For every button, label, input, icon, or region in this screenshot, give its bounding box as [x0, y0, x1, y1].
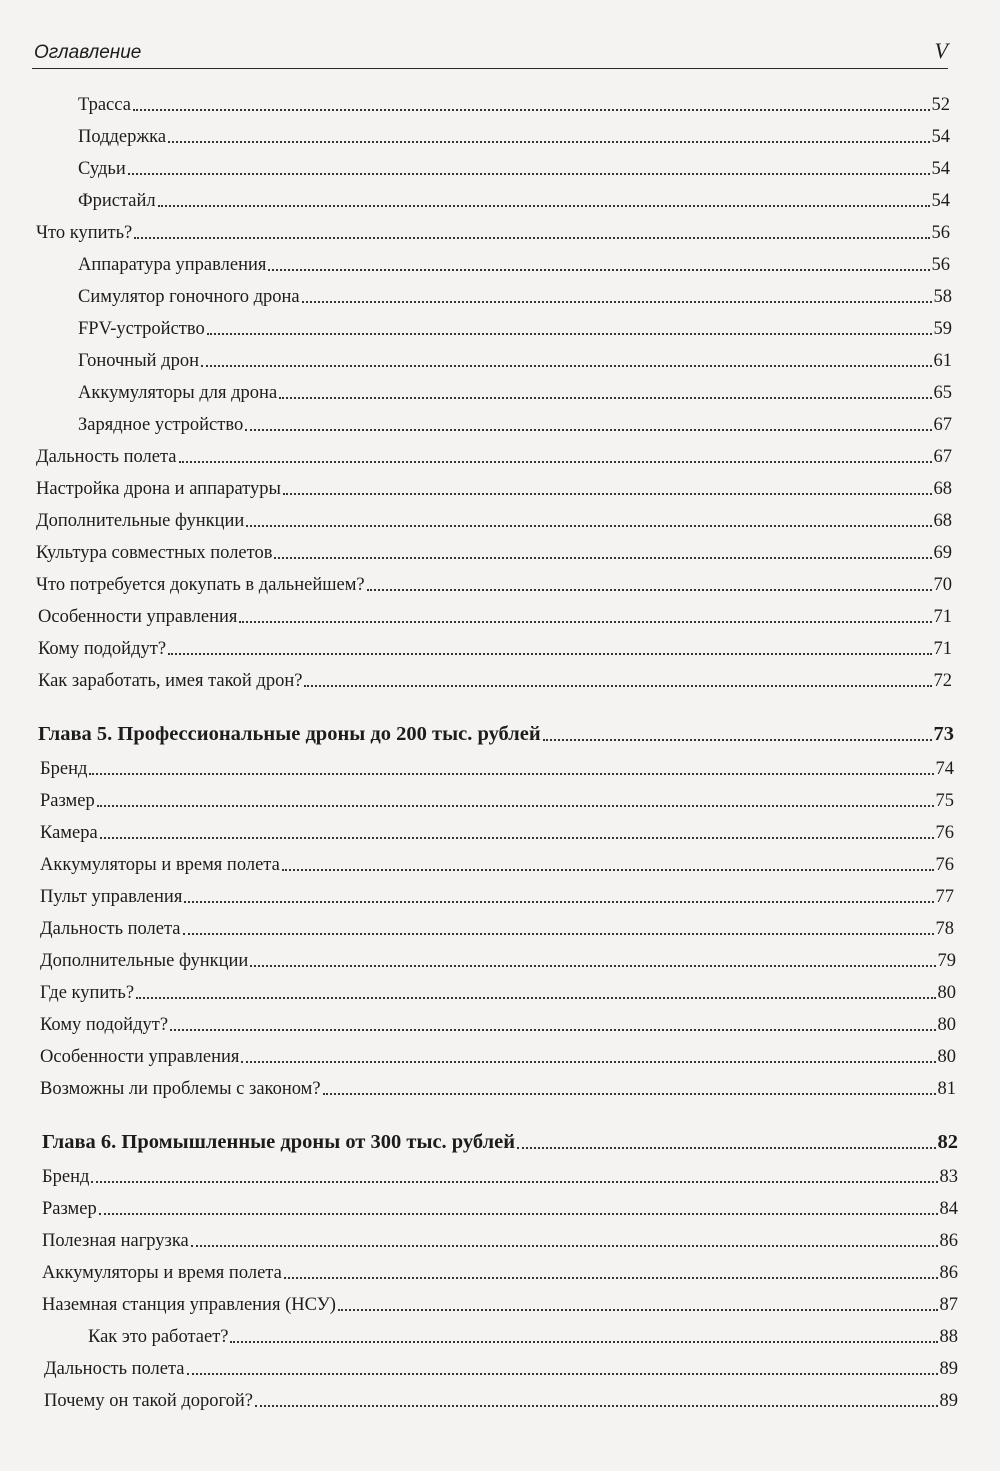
toc-entry-title: Бренд: [42, 1167, 90, 1187]
toc-entry-title: Возможны ли проблемы с законом?: [40, 1079, 321, 1099]
toc-entry-title: Кому подойдут?: [40, 1015, 169, 1035]
dot-leader: [128, 173, 930, 175]
toc-entry-title: Полезная нагрузка: [42, 1231, 189, 1251]
toc-entry-title: Бренд: [40, 759, 88, 779]
toc-entry-title: Фристайл: [78, 191, 156, 211]
toc-entry-page: 86: [939, 1263, 958, 1283]
dot-leader: [283, 493, 932, 495]
toc-entry-title: Дальность полета: [36, 447, 177, 467]
toc-entry-page: 79: [937, 951, 956, 971]
toc-entry-title: Пульт управления: [40, 887, 183, 907]
toc-entry-title: Как это работает?: [88, 1327, 229, 1347]
toc-entry-title: Что потребуется докупать в дальнейшем?: [36, 575, 365, 595]
dot-leader: [367, 589, 932, 591]
section-title: Оглавление: [34, 42, 142, 63]
toc-entry-title: Как заработать, имея такой дрон?: [38, 671, 303, 691]
toc-entry-page: 54: [931, 159, 950, 179]
toc-entry-title: Дальность полета: [40, 919, 181, 939]
toc-entry: [0, 752, 1000, 780]
dot-leader: [187, 1373, 938, 1375]
toc-entry: [0, 1008, 1000, 1036]
toc-entry-title: Почему он такой дорогой?: [44, 1391, 254, 1411]
toc-entry-title: Наземная станция управления (НСУ): [42, 1295, 336, 1315]
toc-entry: [0, 376, 1000, 404]
toc-entry-page: 56: [931, 255, 950, 275]
toc-entry-page: 68: [933, 479, 952, 499]
toc-entry-page: 52: [931, 95, 950, 115]
dot-leader: [183, 933, 934, 935]
toc-entry-page: 71: [933, 639, 952, 659]
toc-entry: [0, 944, 1000, 972]
toc-entry-title: Особенности управления: [40, 1047, 240, 1067]
toc-entry-page: 76: [935, 855, 954, 875]
toc-entry-title: Особенности управления: [38, 607, 238, 627]
dot-leader: [304, 685, 931, 687]
toc-entry-page: 83: [939, 1167, 958, 1187]
toc-entry: [0, 568, 1000, 596]
dot-leader: [134, 237, 929, 239]
toc-entry-title: Аккумуляторы и время полета: [42, 1263, 282, 1283]
toc-entry-page: 80: [937, 1015, 956, 1035]
toc-entry-page: 86: [939, 1231, 958, 1251]
dot-leader: [323, 1093, 936, 1095]
toc-entry-title: Дальность полета: [44, 1359, 185, 1379]
toc-entry-title: Аккумуляторы и время полета: [40, 855, 280, 875]
toc-entry-title: Настройка дрона и аппаратуры: [36, 479, 281, 499]
toc-entry-title: Где купить?: [40, 983, 135, 1003]
dot-leader: [282, 869, 934, 871]
toc-entry-title: Размер: [40, 791, 95, 811]
toc-entry-page: 68: [933, 511, 952, 531]
toc-entry: [0, 1384, 1000, 1412]
toc-entry-title: Дополнительные функции: [40, 951, 249, 971]
toc-entry-title: Симулятор гоночного дрона: [78, 287, 300, 307]
toc-entry-page: 89: [939, 1359, 958, 1379]
toc-entry: [0, 1192, 1000, 1220]
dot-leader: [99, 1213, 938, 1215]
toc-entry: [0, 784, 1000, 812]
toc-entry: [0, 536, 1000, 564]
toc-entry: [0, 472, 1000, 500]
dot-leader: [184, 901, 933, 903]
toc-entry-page: 78: [935, 919, 954, 939]
dot-leader: [279, 397, 931, 399]
dot-leader: [543, 739, 932, 741]
toc-entry: [0, 408, 1000, 436]
toc-entry-page: 75: [935, 791, 954, 811]
dot-leader: [179, 461, 932, 463]
toc-entry-title: FPV-устройство: [78, 319, 205, 339]
dot-leader: [284, 1277, 938, 1279]
toc-entry-page: 80: [937, 983, 956, 1003]
toc-entry: [0, 184, 1000, 212]
toc-entry: [0, 1352, 1000, 1380]
toc-entry: [0, 880, 1000, 908]
toc-entry: [0, 632, 1000, 660]
dot-leader: [517, 1147, 935, 1149]
toc-entry: [0, 120, 1000, 148]
dot-leader: [100, 837, 934, 839]
toc-entry: [0, 1072, 1000, 1100]
toc-entry-page: 71: [933, 607, 952, 627]
toc-entry-title: Гоночный дрон: [78, 351, 199, 371]
dot-leader: [241, 1061, 935, 1063]
toc-entry-title: Аппаратура управления: [78, 255, 267, 275]
toc-entry: [0, 1288, 1000, 1316]
dot-leader: [245, 429, 931, 431]
dot-leader: [168, 653, 931, 655]
toc-entry: [0, 312, 1000, 340]
toc-entry: [0, 1160, 1000, 1188]
toc-entry: [0, 248, 1000, 276]
toc-entry-page: 67: [933, 447, 952, 467]
toc-entry: [0, 344, 1000, 372]
toc-entry: [0, 1224, 1000, 1252]
dot-leader: [133, 109, 930, 111]
dot-leader: [338, 1309, 938, 1311]
toc-entry-title: Трасса: [78, 95, 131, 115]
toc-entry-title: Судьи: [78, 159, 126, 179]
toc-entry-page: 74: [935, 759, 954, 779]
toc-entry-title: Зарядное устройство: [78, 415, 244, 435]
toc-entry: [0, 600, 1000, 628]
page-number: V: [934, 38, 948, 63]
dot-leader: [302, 301, 932, 303]
toc-entry-page: 89: [939, 1391, 958, 1411]
toc-entry: [0, 152, 1000, 180]
toc-entry-title: Кому подойдут?: [38, 639, 167, 659]
toc-entry-page: 77: [935, 887, 954, 907]
toc-entry: [0, 504, 1000, 532]
toc-chapter-heading: [0, 1126, 1000, 1154]
dot-leader: [97, 805, 934, 807]
toc-entry: [0, 1040, 1000, 1068]
toc-entry: [0, 664, 1000, 692]
toc-entry: [0, 1256, 1000, 1284]
dot-leader: [230, 1341, 937, 1343]
toc-entry: [0, 280, 1000, 308]
toc-entry: [0, 816, 1000, 844]
dot-leader: [268, 269, 929, 271]
toc-entry-page: 81: [937, 1079, 956, 1099]
dot-leader: [246, 525, 931, 527]
toc-entry-page: 54: [931, 191, 950, 211]
dot-leader: [201, 365, 932, 367]
toc-entry-page: 76: [935, 823, 954, 843]
toc-entry-title: Глава 5. Профессиональные дроны до 200 тыс. рублей: [38, 723, 541, 745]
toc-entry-page: 56: [931, 223, 950, 243]
toc-entry-page: 58: [933, 287, 952, 307]
toc-entry: [0, 440, 1000, 468]
toc-entry-page: 67: [933, 415, 952, 435]
toc-entry-page: 73: [933, 723, 954, 745]
dot-leader: [170, 1029, 935, 1031]
toc-entry-title: Что купить?: [36, 223, 133, 243]
toc-entry-page: 61: [933, 351, 952, 371]
dot-leader: [89, 773, 933, 775]
toc-entry: [0, 976, 1000, 1004]
dot-leader: [207, 333, 932, 335]
toc-entry-title: Размер: [42, 1199, 97, 1219]
toc-entry-page: 69: [933, 543, 952, 563]
toc-entry: [0, 848, 1000, 876]
toc-entry-page: 70: [933, 575, 952, 595]
toc-entry-page: 80: [937, 1047, 956, 1067]
toc-entry-page: 72: [933, 671, 952, 691]
toc-entry-page: 87: [939, 1295, 958, 1315]
toc-entry-page: 54: [931, 127, 950, 147]
dot-leader: [136, 997, 935, 999]
toc-entry-page: 84: [939, 1199, 958, 1219]
toc-entry-title: Глава 6. Промышленные дроны от 300 тыс. рублей: [42, 1131, 516, 1153]
dot-leader: [91, 1181, 937, 1183]
toc-entry-page: 82: [937, 1131, 958, 1153]
toc-entry-page: 59: [933, 319, 952, 339]
toc-entry-page: 65: [933, 383, 952, 403]
toc-entry-page: 88: [939, 1327, 958, 1347]
running-head: [32, 38, 948, 69]
toc-entry: [0, 216, 1000, 244]
dot-leader: [239, 621, 931, 623]
dot-leader: [250, 965, 935, 967]
dot-leader: [168, 141, 929, 143]
dot-leader: [274, 557, 931, 559]
toc-entry-title: Поддержка: [78, 127, 167, 147]
toc-entry-title: Аккумуляторы для дрона: [78, 383, 278, 403]
toc-entry: [0, 88, 1000, 116]
toc-entry-title: Культура совместных полетов: [36, 543, 273, 563]
toc-entry-title: Дополнительные функции: [36, 511, 245, 531]
dot-leader: [158, 205, 930, 207]
toc-entry: [0, 1320, 1000, 1348]
dot-leader: [255, 1405, 937, 1407]
dot-leader: [191, 1245, 938, 1247]
toc-chapter-heading: [0, 718, 1000, 746]
toc-entry: [0, 912, 1000, 940]
toc-entry-title: Камера: [40, 823, 98, 843]
